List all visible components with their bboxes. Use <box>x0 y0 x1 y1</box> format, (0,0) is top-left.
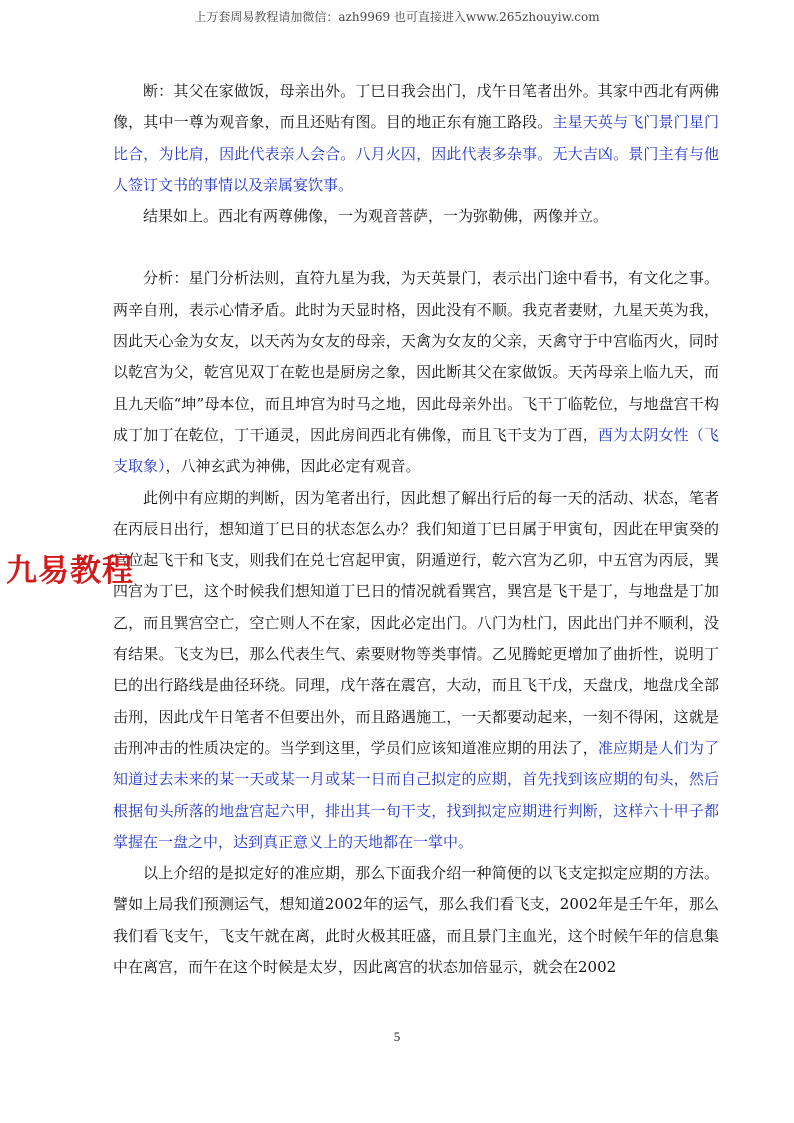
timing-highlight: 准应期是人们为了知道过去未来的某一天或某一月或某一日而自己拟定的应期，首先找到该应期的旬头，然后根据旬头所落的地盘宫起六甲，排出其一旬干支，找到拟定应期进行判断，这样六十甲子都掌握在一盘之中，达到真正意义上的天地都在一掌中。 <box>113 738 719 851</box>
paragraph-gap <box>113 232 719 263</box>
watermark-logo: 九易教程 <box>6 553 134 589</box>
paragraph-result: 结果如上。西北有两尊佛像，一为观音菩萨，一为弥勒佛，两像并立。 <box>143 207 609 226</box>
paragraph-analysis <box>113 263 719 482</box>
analysis-text: 分析：星门分析法则，直符九星为我，为天英景门，表示出门途中看书，有文化之事。两辛自刑，表示心情矛盾。此时为天显时格，因此没有不顺。我克者妻财，九星天英为我，因此天心金为女友，以天芮为女友的母亲，天禽为女友的父亲，天禽守于中宫临丙火，同时以乾宫为父，乾宫见双丁在乾也是厨房之象，因此断其父在家做饭。天芮母亲上临九天，而且九天临“坤”母本位，而且坤宫为时马之地，因此母亲外出。飞干丁临乾位，与地盘宫干构成丁加丁在乾位，丁干通灵，因此房间西北有佛像，而且飞干支为丁酉， <box>113 269 719 444</box>
paragraph-judgment <box>113 76 719 201</box>
body-content <box>113 76 719 983</box>
timing-text: 此例中有应期的判断，因为笔者出行，因此想了解出行后的每一天的活动、状态，笔者在丙辰日出行，想知道丁巳日的状态怎么办？我们知道丁巳日属于甲寅旬，因此在甲寅癸的宫位起飞干和飞支，则我们在兑七宫起甲寅，阴遁逆行，乾六宫为乙卯，中五宫为丙辰，巽四宫为丁巳，这个时候我们想知道丁巳日的情况就看巽宫，巽宫是飞干是丁，与地盘是丁加乙，而且巽宫空亡，空亡则人不在家，因此必定出门。八门为杜门，因此出门并不顺利，没有结果。飞支为巳，那么代表生气、索要财物等类事情。乙见腾蛇更增加了曲折性，说明丁巳的出行路线是曲径环绕。同理，戊午落在震宫，大动，而且飞干戊，天盘戊，地盘戊全部击刑，因此戊午日笔者不但要出外，而且路遇施工，一天都要动起来，一刻不得闲，这就是击刑冲击的性质决定的。当学到这里，学员们应该知道准应期的用法了， <box>113 488 719 757</box>
paragraph-timing <box>113 483 719 859</box>
analysis-text-end: ，八神玄武为神佛，因此必定有观音。 <box>165 457 421 476</box>
judgment-highlight: 主星天英与飞门景门星门比合，为比肩，因此代表亲人会合。八月火囚，因此代表多杂事。无大吉凶。景门主有与他人签订文书的事情以及亲属宴饮事。 <box>113 113 719 194</box>
analysis-highlight: 酉为太阴女性（飞支取象） <box>113 425 719 476</box>
page-header: 上万套周易教程请加微信：azh9969 也可直接进入www.265zhouyiw.com <box>194 10 600 24</box>
judgment-text: 断：其父在家做饭，母亲出外。丁巳日我会出门，戊午日笔者出外。其家中西北有两佛像，其中一尊为观音象，而且还贴有图。目的地正东有施工路段。 <box>113 82 719 132</box>
paragraph-method: 以上介绍的是拟定好的准应期，那么下面我介绍一种简便的以飞支定拟定应期的方法。譬如上局我们预测运气，想知道2002年的运气，那么我们看飞支，2002年是壬午年，那么我们看飞支午，飞支午就在离，此时火极其旺盛，而且景门主血光，这个时候午年的信息集中在离宫，而午在这个时候是太岁，因此离宫的状态加倍显示，就会在2002 <box>113 864 719 977</box>
page-number: 5 <box>393 1029 401 1044</box>
